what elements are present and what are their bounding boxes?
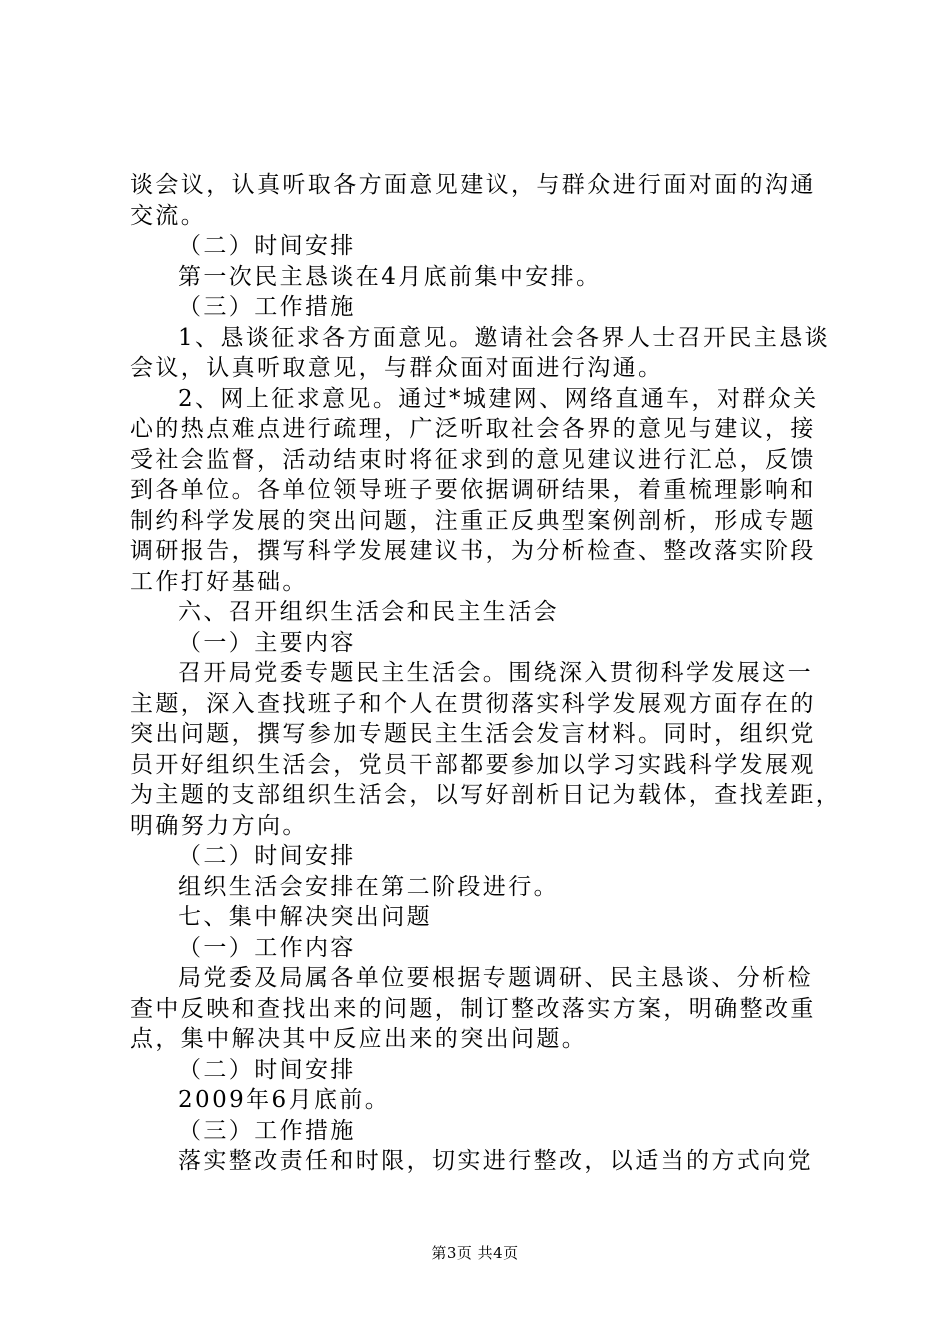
text-line: 受社会监督，活动结束时将征求到的意见建议进行汇总，反馈 bbox=[130, 446, 816, 473]
text-line: 调研报告，撰写科学发展建议书，为分析检查、整改落实阶段 bbox=[130, 538, 816, 564]
text-line: 谈会议，认真听取各方面意见建议，与群众进行面对面的沟通 bbox=[130, 172, 816, 198]
text-line: 七、集中解决突出问题 bbox=[178, 904, 432, 930]
text-line: 局党委及局属各单位要根据专题调研、民主恳谈、分析检 bbox=[178, 965, 813, 991]
text-line: 突出问题，撰写参加专题民主生活会发言材料。同时，组织党 bbox=[130, 721, 816, 747]
text-line: 第一次民主恳谈在4月底前集中安排。 bbox=[178, 263, 602, 290]
text-line: 工作打好基础。 bbox=[130, 568, 308, 595]
text-line: （三）工作措施 bbox=[178, 1117, 356, 1144]
text-line: （二）时间安排 bbox=[178, 843, 356, 869]
text-line: （一）工作内容 bbox=[178, 934, 356, 961]
text-line: 会议，认真听取意见，与群众面对面进行沟通。 bbox=[130, 355, 664, 381]
text-line: 制约科学发展的突出问题，注重正反典型案例剖析，形成专题 bbox=[130, 507, 816, 534]
text-line: 1、恳谈征求各方面意见。邀请社会各界人士召开民主恳谈 bbox=[178, 324, 831, 351]
text-line: （二）时间安排 bbox=[178, 233, 356, 259]
text-line: 2009年6月底前。 bbox=[178, 1087, 391, 1113]
text-line: 主题，深入查找班子和个人在贯彻落实科学发展观方面存在的 bbox=[130, 690, 816, 717]
text-line: 心的热点难点进行疏理，广泛听取社会各界的意见与建议，接 bbox=[130, 416, 816, 442]
text-line: （二）时间安排 bbox=[178, 1056, 356, 1083]
text-line: 查中反映和查找出来的问题，制订整改落实方案，明确整改重 bbox=[130, 995, 816, 1022]
text-line: 2、网上征求意见。通过*城建网、网络直通车，对群众关 bbox=[178, 385, 819, 412]
text-line: 组织生活会安排在第二阶段进行。 bbox=[178, 873, 559, 900]
text-line: 明确努力方向。 bbox=[130, 812, 308, 839]
text-line: 员开好组织生活会，党员干部都要参加以学习实践科学发展观 bbox=[130, 751, 816, 778]
text-line: 召开局党委专题民主生活会。围绕深入贯彻科学发展这一 bbox=[178, 660, 813, 686]
text-line: 到各单位。各单位领导班子要依据调研结果，着重梳理影响和 bbox=[130, 477, 816, 503]
text-line: （一）主要内容 bbox=[178, 629, 356, 656]
text-line: 交流。 bbox=[130, 202, 207, 229]
text-line: 落实整改责任和时限，切实进行整改，以适当的方式向党 bbox=[178, 1148, 813, 1174]
text-line: （三）工作措施 bbox=[178, 294, 356, 320]
text-line: 点，集中解决其中反应出来的突出问题。 bbox=[130, 1026, 588, 1052]
document-body bbox=[130, 170, 842, 1177]
page-footer: 第3页 共4页 bbox=[431, 1244, 519, 1262]
text-line: 六、召开组织生活会和民主生活会 bbox=[178, 599, 559, 625]
text-line: 为主题的支部组织生活会，以写好剖析日记为载体，查找差距， bbox=[130, 782, 842, 808]
